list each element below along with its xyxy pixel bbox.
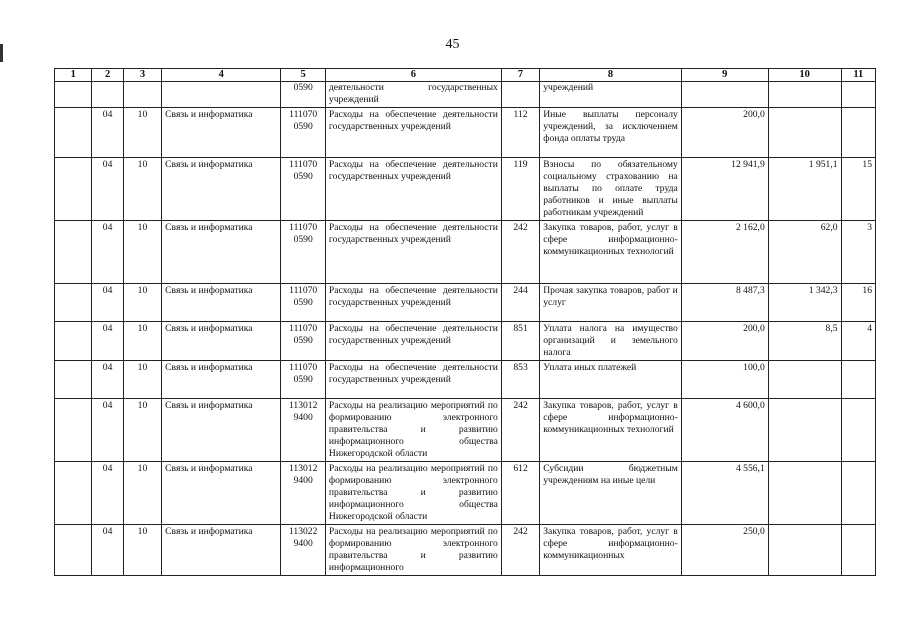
target-code-part2: 0590 <box>293 374 313 385</box>
table-row <box>55 525 876 576</box>
header-col-9: 9 <box>681 69 768 82</box>
cell-section: 04 <box>92 525 123 576</box>
target-code-part1: 111070 <box>289 222 318 233</box>
cell-amount: 8 487,3 <box>681 284 768 322</box>
cell-section-name: Связь и информатика <box>162 158 281 221</box>
cell-section-name: Связь и информатика <box>162 525 281 576</box>
cell-amount-2 <box>768 399 841 462</box>
target-code-part2: 0590 <box>293 171 313 182</box>
cell-section: 04 <box>92 462 123 525</box>
cell-amount-2: 1 951,1 <box>768 158 841 221</box>
table-row <box>55 462 876 525</box>
cell-subsection: 10 <box>123 108 161 158</box>
cell-expense-type: Закупка товаров, работ, услуг в сфере информационно-коммуникационных технологий <box>540 221 682 284</box>
cell-target-code: 0590 <box>281 82 325 108</box>
table-row <box>55 284 876 322</box>
cell-col1 <box>55 322 92 361</box>
target-code-part2: 0590 <box>293 121 313 132</box>
header-col-4: 4 <box>162 69 281 82</box>
cell-col11 <box>841 82 875 108</box>
table-row <box>55 399 876 462</box>
cell-target-name: Расходы на обеспечение деятельности государственных учреждений <box>325 221 501 284</box>
cell-amount: 200,0 <box>681 108 768 158</box>
cell-target-name: Расходы на реализацию мероприятий по формированию электронного правительства и развитию информационного <box>325 525 501 576</box>
cell-col11: 16 <box>841 284 875 322</box>
target-code-part1: 111070 <box>289 285 318 296</box>
target-code-part1: 111070 <box>289 323 318 334</box>
cell-section: 04 <box>92 322 123 361</box>
target-code-part2: 9400 <box>293 412 313 423</box>
cell-section: 04 <box>92 284 123 322</box>
target-code-part2: 9400 <box>293 538 313 549</box>
cell-subsection: 10 <box>123 284 161 322</box>
cell-amount: 4 556,1 <box>681 462 768 525</box>
cell-expense-type: Субсидии бюджетным учреждениям на иные цели <box>540 462 682 525</box>
cell-section-name: Связь и информатика <box>162 462 281 525</box>
cell-expense-code: 612 <box>501 462 539 525</box>
header-col-5: 5 <box>281 69 325 82</box>
cell-amount: 4 600,0 <box>681 399 768 462</box>
cell-col1 <box>55 221 92 284</box>
cell-subsection: 10 <box>123 399 161 462</box>
cell-section-name: Связь и информатика <box>162 108 281 158</box>
cell-expense-type: Закупка товаров, работ, услуг в сфере информационно-коммуникационных технологий <box>540 399 682 462</box>
cell-expense-type: учреждений <box>540 82 682 108</box>
header-col-11: 11 <box>841 69 875 82</box>
header-col-3: 3 <box>123 69 161 82</box>
cell-col1 <box>55 158 92 221</box>
cell-section-name: Связь и информатика <box>162 399 281 462</box>
cell-col1 <box>55 399 92 462</box>
cell-target-code <box>281 399 325 462</box>
cell-target-name: деятельности государственных учреждений <box>325 82 501 108</box>
cell-col11: 4 <box>841 322 875 361</box>
cell-expense-code: 851 <box>501 322 539 361</box>
cell-amount-2 <box>768 462 841 525</box>
cell-subsection: 10 <box>123 158 161 221</box>
cell-target-name: Расходы на реализацию мероприятий по формированию электронного правительства и развитию информационного общества Нижегородской области <box>325 462 501 525</box>
target-code-part2: 0590 <box>293 234 313 245</box>
cell-col1 <box>55 82 92 108</box>
table-row <box>55 158 876 221</box>
cell-target-code <box>281 158 325 221</box>
cell-col1 <box>55 462 92 525</box>
cell-expense-type: Уплата налога на имущество организаций и земельного налога <box>540 322 682 361</box>
cell-amount: 200,0 <box>681 322 768 361</box>
target-code-part1: 111070 <box>289 362 318 373</box>
cell-col11 <box>841 108 875 158</box>
cell-subsection: 10 <box>123 221 161 284</box>
cell-col1 <box>55 525 92 576</box>
target-code-part2: 0590 <box>293 335 313 346</box>
cell-subsection: 10 <box>123 361 161 399</box>
cell-col2 <box>92 82 123 108</box>
table-row <box>55 322 876 361</box>
target-code-part1: 113012 <box>288 400 318 411</box>
cell-subsection: 10 <box>123 525 161 576</box>
cell-amount-2: 62,0 <box>768 221 841 284</box>
target-code-part1: 113012 <box>288 463 318 474</box>
cell-col1 <box>55 284 92 322</box>
cell-expense-code: 244 <box>501 284 539 322</box>
header-col-1: 1 <box>55 69 92 82</box>
cell-target-code <box>281 462 325 525</box>
header-row <box>55 69 876 82</box>
cell-section: 04 <box>92 158 123 221</box>
target-code-part2: 9400 <box>293 475 313 486</box>
table-row <box>55 108 876 158</box>
cell-section-name: Связь и информатика <box>162 284 281 322</box>
cell-amount-2 <box>768 108 841 158</box>
cell-subsection: 10 <box>123 322 161 361</box>
cell-expense-code: 242 <box>501 525 539 576</box>
cell-section-name: Связь и информатика <box>162 322 281 361</box>
cell-col11 <box>841 462 875 525</box>
cell-target-name: Расходы на обеспечение деятельности государственных учреждений <box>325 322 501 361</box>
cell-amount: 100,0 <box>681 361 768 399</box>
cell-col11 <box>841 361 875 399</box>
target-code-part1: 111070 <box>289 109 318 120</box>
table-row <box>55 361 876 399</box>
cell-col3 <box>123 82 161 108</box>
cell-target-name: Расходы на реализацию мероприятий по формированию электронного правительства и развитию информационного общества Нижегородской области <box>325 399 501 462</box>
cell-col7 <box>501 82 539 108</box>
cell-target-name: Расходы на обеспечение деятельности государственных учреждений <box>325 361 501 399</box>
cell-expense-type: Прочая закупка товаров, работ и услуг <box>540 284 682 322</box>
cell-expense-type: Уплата иных платежей <box>540 361 682 399</box>
cell-col9 <box>681 82 768 108</box>
continuation-row <box>55 82 876 108</box>
cell-amount: 250,0 <box>681 525 768 576</box>
cell-col11 <box>841 525 875 576</box>
cell-target-code <box>281 221 325 284</box>
cell-expense-code: 242 <box>501 221 539 284</box>
cell-target-code <box>281 108 325 158</box>
cell-amount-2 <box>768 361 841 399</box>
cell-expense-type: Иные выплаты персоналу учреждений, за исключением фонда оплаты труда <box>540 108 682 158</box>
cell-amount-2: 8,5 <box>768 322 841 361</box>
cell-target-name: Расходы на обеспечение деятельности государственных учреждений <box>325 108 501 158</box>
cell-section-name: Связь и информатика <box>162 221 281 284</box>
cell-col11: 3 <box>841 221 875 284</box>
target-code-part1: 111070 <box>289 159 318 170</box>
header-col-2: 2 <box>92 69 123 82</box>
cell-target-name: Расходы на обеспечение деятельности государственных учреждений <box>325 158 501 221</box>
cell-expense-type: Закупка товаров, работ, услуг в сфере информационно-коммуникационных <box>540 525 682 576</box>
cell-expense-type: Взносы по обязательному социальному страхованию на выплаты по оплате труда работников и иные выплаты работникам учреждений <box>540 158 682 221</box>
cell-target-code <box>281 322 325 361</box>
cell-col1 <box>55 108 92 158</box>
cell-amount: 2 162,0 <box>681 221 768 284</box>
budget-table <box>54 68 876 576</box>
page-number: 45 <box>445 37 460 52</box>
cell-expense-code: 112 <box>501 108 539 158</box>
cell-section: 04 <box>92 399 123 462</box>
target-code-part2: 0590 <box>293 297 313 308</box>
header-col-10: 10 <box>768 69 841 82</box>
cell-col10 <box>768 82 841 108</box>
cell-expense-code: 242 <box>501 399 539 462</box>
cell-target-code <box>281 284 325 322</box>
cell-col4 <box>162 82 281 108</box>
cell-col11 <box>841 399 875 462</box>
cell-amount-2: 1 342,3 <box>768 284 841 322</box>
header-col-8: 8 <box>540 69 682 82</box>
cell-section: 04 <box>92 361 123 399</box>
cell-target-code <box>281 361 325 399</box>
cell-expense-code: 853 <box>501 361 539 399</box>
cell-target-name: Расходы на обеспечение деятельности государственных учреждений <box>325 284 501 322</box>
cell-section-name: Связь и информатика <box>162 361 281 399</box>
cell-section: 04 <box>92 221 123 284</box>
cell-amount: 12 941,9 <box>681 158 768 221</box>
header-col-6: 6 <box>325 69 501 82</box>
header-col-7: 7 <box>501 69 539 82</box>
cell-subsection: 10 <box>123 462 161 525</box>
table-row <box>55 221 876 284</box>
cell-expense-code: 119 <box>501 158 539 221</box>
cell-target-code <box>281 525 325 576</box>
target-code-part1: 113022 <box>288 526 318 537</box>
cell-amount-2 <box>768 525 841 576</box>
cell-section: 04 <box>92 108 123 158</box>
cell-col1 <box>55 361 92 399</box>
cell-col11: 15 <box>841 158 875 221</box>
